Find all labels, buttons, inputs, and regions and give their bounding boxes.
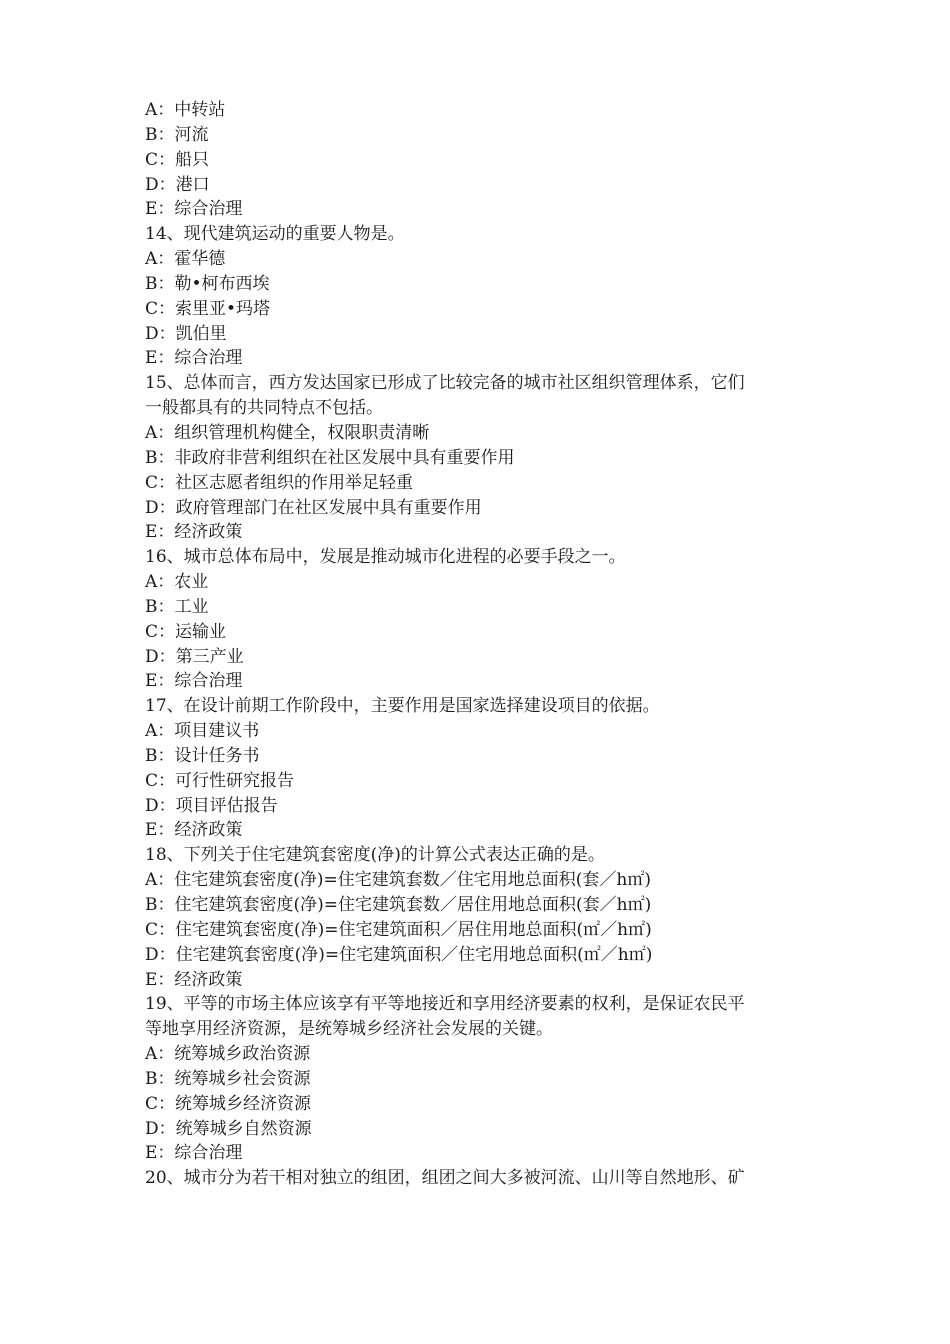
text-line: B：设计任务书 [145,745,260,766]
text-line: B：住宅建筑套密度(净)=住宅建筑套数／居住用地总面积(套／h㎡) [145,895,652,915]
text-line: D：项目评估报告 [145,795,278,816]
text-line: E：综合治理 [145,199,243,220]
text-line: E：经济政策 [145,820,243,841]
document-body [145,98,825,1191]
text-line: A：住宅建筑套密度(净)=住宅建筑套数／住宅用地总面积(套／h㎡) [145,870,651,891]
text-line: D：统筹城乡自然资源 [145,1118,312,1139]
text-line: C：住宅建筑套密度(净)=住宅建筑面积／居住用地总面积(㎡／h㎡) [145,919,652,940]
question-16: 16、城市总体布局中，发展是推动城市化进程的必要手段之一。 [145,547,626,568]
question-15-cont: 一般都具有的共同特点不包括。 [145,398,383,419]
text-line: E：经济政策 [145,969,243,990]
text-line: E：综合治理 [145,348,243,369]
text-line: D：港口 [145,174,210,195]
text-line: E：经济政策 [145,522,243,543]
text-line: A：霍华德 [145,249,226,270]
text-line: C：统筹城乡经济资源 [145,1093,312,1114]
text-line: D：第三产业 [145,646,244,667]
text-line: A：组织管理机构健全，权限职责清晰 [145,422,430,443]
text-line: C：社区志愿者组织的作用举足轻重 [145,472,414,493]
text-line: D：住宅建筑套密度(净)=住宅建筑面积／住宅用地总面积(㎡／h㎡) [145,944,653,965]
text-line: B：非政府非营利组织在社区发展中具有重要作用 [145,447,515,468]
text-line: B：工业 [145,596,209,617]
text-line: D：凯伯里 [145,323,227,344]
question-19: 19、平等的市场主体应该享有平等地接近和享用经济要素的权利，是保证农民平 [145,994,745,1015]
question-14: 14、现代建筑运动的重要人物是。 [145,224,405,245]
text-line: D：政府管理部门在社区发展中具有重要作用 [145,497,482,518]
text-line: A：统筹城乡政治资源 [145,1044,311,1065]
text-line: A：项目建议书 [145,721,260,742]
text-line: A：中转站 [145,100,226,120]
text-line: B：勒•柯布西埃 [145,273,270,294]
question-20: 20、城市分为若干相对独立的组团，组团之间大多被河流、山川等自然地形、矿 [145,1168,745,1189]
question-15: 15、总体而言，西方发达国家已形成了比较完备的城市社区组织管理体系，它们 [145,373,745,394]
question-19-cont: 等地享用经济资源，是统筹城乡经济社会发展的关键。 [145,1019,553,1040]
text-line: E：综合治理 [145,671,243,692]
text-line: C：船只 [145,149,210,170]
question-17: 17、在设计前期工作阶段中，主要作用是国家选择建设项目的依据。 [145,696,660,717]
question-18: 18、下列关于住宅建筑套密度(净)的计算公式表达正确的是。 [145,845,605,866]
text-line: E：综合治理 [145,1143,243,1164]
text-line: A：农业 [145,572,209,593]
text-line: B：河流 [145,124,209,145]
text-line: B：统筹城乡社会资源 [145,1068,311,1089]
text-line: C：运输业 [145,621,227,642]
text-line: C：索里亚•玛塔 [145,298,271,319]
text-line: C：可行性研究报告 [145,770,295,791]
